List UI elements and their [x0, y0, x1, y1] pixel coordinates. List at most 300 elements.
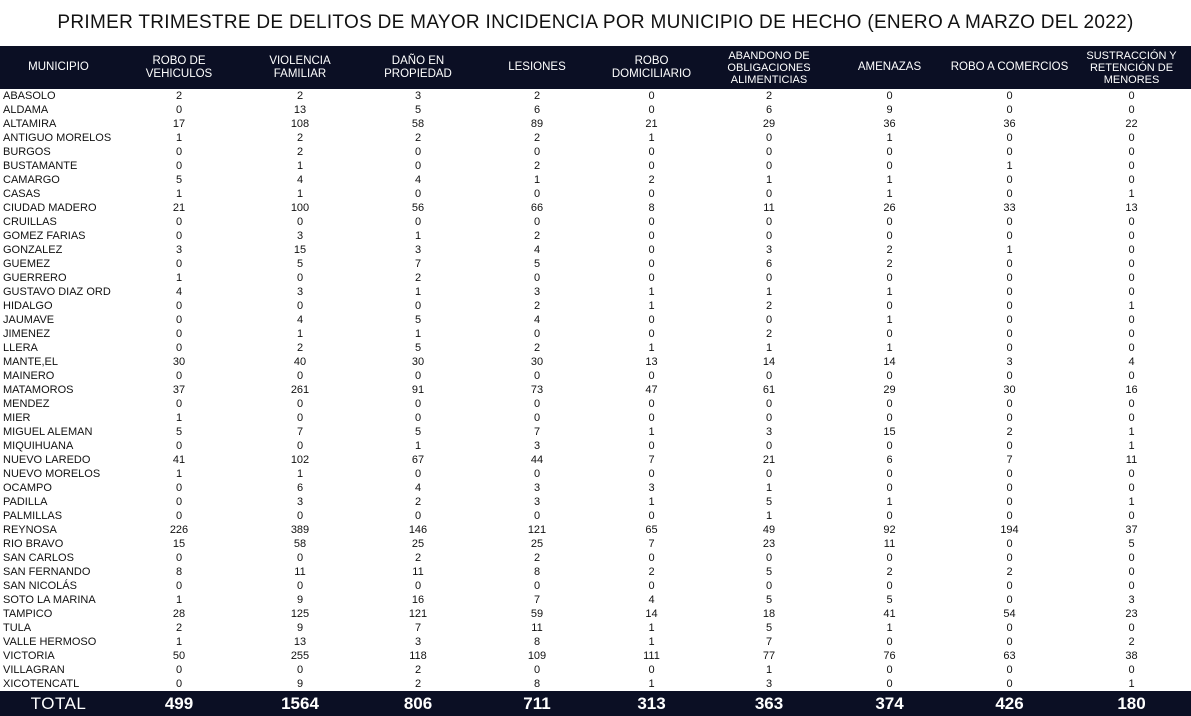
value-cell: 2 [533, 552, 541, 564]
value-cell: 0 [886, 300, 893, 312]
value-cell: 5 [765, 566, 773, 578]
value-cell: 6 [886, 454, 893, 466]
value-cell: 0 [886, 160, 893, 172]
value-cell: 54 [1003, 608, 1016, 620]
value-cell: 5 [765, 622, 773, 634]
value-cell: 0 [765, 580, 773, 592]
municipio-cell: HIDALGO [3, 300, 53, 312]
value-cell: 0 [1006, 468, 1013, 480]
municipio-cell: MATAMOROS [3, 384, 74, 396]
value-cell: 0 [533, 370, 541, 382]
value-cell: 58 [411, 118, 425, 130]
value-cell: 0 [1128, 272, 1135, 284]
value-cell: 0 [886, 552, 893, 564]
value-cell: 0 [533, 580, 541, 592]
value-cell: 255 [290, 650, 310, 662]
value-cell: 41 [883, 608, 896, 620]
value-cell: 0 [1006, 132, 1013, 144]
value-cell: 1 [296, 328, 304, 340]
table-row [0, 649, 1191, 663]
value-cell: 125 [290, 608, 310, 620]
municipio-cell: TULA [3, 622, 32, 634]
value-cell: 2 [533, 300, 541, 312]
value-cell: 3 [296, 286, 304, 298]
value-cell: 7 [648, 538, 655, 550]
table-row [0, 383, 1191, 397]
value-cell: 58 [293, 538, 307, 550]
municipio-cell: REYNOSA [3, 524, 57, 536]
value-cell: 3 [414, 90, 422, 102]
value-cell: 0 [886, 580, 893, 592]
municipio-cell: PALMILLAS [3, 510, 63, 522]
value-cell: 37 [172, 384, 186, 396]
value-cell: 1 [414, 328, 422, 340]
value-cell: 50 [172, 650, 186, 662]
value-cell: 5 [886, 594, 893, 606]
value-cell: 92 [883, 524, 896, 536]
value-cell: 0 [1128, 314, 1135, 326]
table-row [0, 103, 1191, 117]
table-row [0, 593, 1191, 607]
value-cell: 0 [886, 90, 893, 102]
value-cell: 3 [533, 286, 541, 298]
value-cell: 5 [414, 314, 422, 326]
value-cell: 0 [648, 314, 655, 326]
value-cell: 0 [1128, 216, 1135, 228]
value-cell: 3 [533, 496, 541, 508]
value-cell: 15 [293, 244, 307, 256]
value-cell: 0 [765, 272, 773, 284]
value-cell: 0 [765, 552, 773, 564]
municipio-cell: MIGUEL ALEMAN [3, 426, 93, 438]
value-cell: 1 [1128, 300, 1135, 312]
value-cell: 0 [886, 482, 893, 494]
value-cell: 30 [1003, 384, 1016, 396]
col-header-municipio: MUNICIPIO [0, 46, 117, 89]
value-cell: 2 [886, 258, 893, 270]
value-cell: 5 [765, 496, 773, 508]
value-cell: 0 [886, 328, 893, 340]
value-cell: 1 [765, 174, 773, 186]
value-cell: 5 [175, 426, 183, 438]
value-cell: 1 [648, 132, 655, 144]
value-cell: 0 [648, 230, 655, 242]
value-cell: 0 [296, 412, 304, 424]
value-cell: 0 [1006, 398, 1013, 410]
table-row [0, 551, 1191, 565]
value-cell: 36 [883, 118, 896, 130]
value-cell: 1 [765, 286, 773, 298]
value-cell: 2 [414, 678, 422, 690]
value-cell: 4 [414, 174, 422, 186]
municipio-cell: BURGOS [3, 146, 51, 158]
value-cell: 0 [414, 510, 422, 522]
value-cell: 8 [648, 202, 655, 214]
municipio-cell: TAMPICO [3, 608, 53, 620]
value-cell: 15 [883, 426, 896, 438]
value-cell: 1 [648, 636, 655, 648]
value-cell: 0 [1006, 90, 1013, 102]
value-cell: 8 [533, 678, 541, 690]
value-cell: 0 [533, 468, 541, 480]
value-cell: 0 [175, 398, 183, 410]
value-cell: 0 [648, 146, 655, 158]
value-cell: 0 [533, 328, 541, 340]
value-cell: 0 [1006, 580, 1013, 592]
value-cell: 109 [527, 650, 547, 662]
value-cell: 2 [414, 664, 422, 676]
table-row [0, 523, 1191, 537]
municipio-cell: MAINERO [3, 370, 55, 382]
municipio-cell: ALTAMIRA [3, 118, 57, 130]
value-cell: 2 [1006, 566, 1013, 578]
table-row [0, 635, 1191, 649]
table-row [0, 243, 1191, 257]
col-header-abandono-obligaciones: ABANDONO DE OBLIGACIONES ALIMENTICIAS [706, 46, 832, 89]
value-cell: 3 [648, 482, 655, 494]
value-cell: 0 [1006, 664, 1013, 676]
value-cell: 3 [296, 230, 304, 242]
value-cell: 1 [648, 342, 655, 354]
value-cell: 5 [765, 594, 773, 606]
value-cell: 11 [294, 566, 306, 578]
value-cell: 102 [290, 454, 310, 466]
value-cell: 0 [648, 328, 655, 340]
total-cell: 711 [477, 691, 597, 716]
value-cell: 3 [533, 440, 541, 452]
value-cell: 1 [648, 496, 655, 508]
total-row [0, 691, 1191, 716]
value-cell: 0 [1128, 622, 1135, 634]
value-cell: 5 [296, 258, 304, 270]
value-cell: 0 [765, 412, 773, 424]
table-row [0, 621, 1191, 635]
municipio-cell: SAN FERNANDO [3, 566, 91, 578]
value-cell: 4 [414, 482, 422, 494]
value-cell: 194 [1000, 524, 1019, 536]
total-cell: 806 [359, 691, 477, 716]
municipio-cell: OCAMPO [3, 482, 52, 494]
value-cell: 30 [172, 356, 186, 368]
value-cell: 0 [886, 370, 893, 382]
value-cell: 25 [411, 538, 425, 550]
value-cell: 89 [530, 118, 544, 130]
value-cell: 1 [765, 342, 773, 354]
value-cell: 15 [172, 538, 186, 550]
value-cell: 1 [414, 286, 422, 298]
value-cell: 2 [1128, 636, 1135, 648]
value-cell: 3 [175, 244, 183, 256]
value-cell: 2 [175, 622, 183, 634]
value-cell: 18 [762, 608, 776, 620]
municipio-cell: LLERA [3, 342, 38, 354]
value-cell: 0 [175, 230, 183, 242]
value-cell: 47 [645, 384, 658, 396]
value-cell: 7 [765, 636, 773, 648]
value-cell: 14 [883, 356, 896, 368]
value-cell: 0 [1006, 272, 1013, 284]
value-cell: 1 [648, 286, 655, 298]
value-cell: 0 [1128, 160, 1135, 172]
municipio-cell: ALDAMA [3, 104, 49, 116]
value-cell: 1 [886, 622, 893, 634]
value-cell: 0 [175, 342, 183, 354]
value-cell: 0 [414, 300, 422, 312]
value-cell: 2 [296, 146, 304, 158]
value-cell: 9 [886, 104, 893, 116]
value-cell: 6 [765, 258, 773, 270]
table-body [0, 89, 1191, 691]
municipio-cell: MIER [3, 412, 31, 424]
value-cell: 0 [414, 398, 422, 410]
value-cell: 1 [1006, 160, 1013, 172]
value-cell: 5 [533, 258, 541, 270]
value-cell: 25 [530, 538, 544, 550]
value-cell: 0 [1006, 216, 1013, 228]
value-cell: 0 [1128, 664, 1135, 676]
value-cell: 1 [886, 314, 893, 326]
municipio-cell: MANTE,EL [3, 356, 59, 368]
value-cell: 21 [762, 454, 776, 466]
value-cell: 0 [1128, 244, 1135, 256]
value-cell: 0 [1006, 412, 1013, 424]
value-cell: 1 [1128, 440, 1135, 452]
value-cell: 0 [886, 398, 893, 410]
municipio-cell: MENDEZ [3, 398, 50, 410]
value-cell: 0 [296, 272, 304, 284]
total-cell: 1564 [241, 691, 359, 716]
value-cell: 0 [765, 440, 773, 452]
value-cell: 3 [414, 244, 422, 256]
value-cell: 0 [175, 160, 183, 172]
municipio-cell: CASAS [3, 188, 41, 200]
value-cell: 108 [290, 118, 310, 130]
total-cell: 426 [947, 691, 1072, 716]
value-cell: 0 [175, 440, 183, 452]
value-cell: 226 [169, 524, 189, 536]
table-footer [0, 691, 1191, 716]
value-cell: 13 [293, 104, 307, 116]
value-cell: 16 [411, 594, 425, 606]
value-cell: 4 [533, 314, 541, 326]
value-cell: 13 [293, 636, 307, 648]
value-cell: 2 [533, 90, 541, 102]
municipio-cell: PADILLA [3, 496, 48, 508]
value-cell: 0 [175, 664, 183, 676]
value-cell: 1 [765, 510, 773, 522]
value-cell: 8 [533, 636, 541, 648]
value-cell: 0 [175, 580, 183, 592]
table-row [0, 425, 1191, 439]
municipio-cell: CIUDAD MADERO [3, 202, 97, 214]
value-cell: 0 [175, 314, 183, 326]
table-row [0, 663, 1191, 677]
value-cell: 0 [175, 510, 183, 522]
value-cell: 1 [648, 300, 655, 312]
value-cell: 11 [1125, 454, 1138, 466]
value-cell: 38 [1125, 650, 1138, 662]
total-cell: 363 [706, 691, 832, 716]
value-cell: 1 [1128, 426, 1135, 438]
value-cell: 0 [1128, 132, 1135, 144]
value-cell: 0 [1006, 286, 1013, 298]
value-cell: 0 [1128, 510, 1135, 522]
value-cell: 0 [648, 160, 655, 172]
value-cell: 14 [645, 608, 658, 620]
value-cell: 11 [883, 538, 896, 550]
table-row [0, 439, 1191, 453]
value-cell: 5 [175, 174, 183, 186]
value-cell: 11 [531, 622, 543, 634]
value-cell: 0 [175, 300, 183, 312]
value-cell: 0 [1006, 314, 1013, 326]
value-cell: 0 [1006, 174, 1013, 186]
value-cell: 118 [409, 650, 427, 662]
value-cell: 3 [1128, 594, 1135, 606]
value-cell: 0 [1006, 636, 1013, 648]
value-cell: 0 [533, 412, 541, 424]
value-cell: 1 [414, 440, 422, 452]
value-cell: 11 [412, 566, 424, 578]
value-cell: 0 [1128, 566, 1135, 578]
value-cell: 0 [648, 468, 655, 480]
value-cell: 0 [1006, 510, 1013, 522]
value-cell: 0 [296, 370, 304, 382]
value-cell: 9 [296, 594, 304, 606]
value-cell: 1 [648, 426, 655, 438]
total-cell: 313 [597, 691, 706, 716]
value-cell: 0 [648, 412, 655, 424]
municipio-cell: XICOTENCATL [3, 678, 80, 690]
table-row [0, 201, 1191, 215]
value-cell: 6 [533, 104, 541, 116]
value-cell: 4 [648, 594, 655, 606]
municipio-cell: RIO BRAVO [3, 538, 64, 550]
value-cell: 0 [648, 440, 655, 452]
value-cell: 0 [533, 664, 541, 676]
value-cell: 7 [414, 258, 422, 270]
value-cell: 1 [533, 174, 541, 186]
table-row [0, 313, 1191, 327]
value-cell: 0 [1128, 90, 1135, 102]
value-cell: 111 [643, 650, 660, 662]
value-cell: 65 [645, 524, 658, 536]
value-cell: 59 [530, 608, 544, 620]
value-cell: 5 [414, 426, 422, 438]
table-row [0, 397, 1191, 411]
value-cell: 0 [1006, 188, 1013, 200]
value-cell: 1 [296, 468, 304, 480]
value-cell: 7 [533, 594, 541, 606]
value-cell: 29 [762, 118, 776, 130]
value-cell: 0 [1006, 370, 1013, 382]
value-cell: 61 [762, 384, 776, 396]
value-cell: 49 [762, 524, 776, 536]
value-cell: 2 [1006, 426, 1013, 438]
col-header-dano-propiedad: DAÑO EN PROPIEDAD [359, 46, 477, 89]
value-cell: 0 [296, 398, 304, 410]
value-cell: 23 [1125, 608, 1138, 620]
table-header [0, 46, 1191, 89]
value-cell: 0 [533, 188, 541, 200]
value-cell: 0 [414, 188, 422, 200]
value-cell: 0 [886, 678, 893, 690]
table-row [0, 131, 1191, 145]
value-cell: 2 [414, 552, 422, 564]
value-cell: 76 [883, 650, 896, 662]
value-cell: 0 [648, 216, 655, 228]
total-cell: 180 [1072, 691, 1191, 716]
value-cell: 0 [175, 678, 183, 690]
value-cell: 2 [765, 300, 773, 312]
municipio-cell: ABASOLO [3, 90, 56, 102]
value-cell: 0 [765, 230, 773, 242]
value-cell: 0 [414, 580, 422, 592]
value-cell: 0 [648, 272, 655, 284]
value-cell: 0 [648, 258, 655, 270]
municipio-cell: GUSTAVO DIAZ ORD [3, 286, 111, 298]
value-cell: 5 [1128, 538, 1135, 550]
value-cell: 5 [414, 104, 422, 116]
value-cell: 0 [886, 230, 893, 242]
value-cell: 0 [414, 468, 422, 480]
value-cell: 14 [762, 356, 776, 368]
value-cell: 0 [175, 370, 183, 382]
value-cell: 0 [296, 300, 304, 312]
value-cell: 6 [296, 482, 304, 494]
value-cell: 0 [296, 440, 304, 452]
municipio-cell: NUEVO MORELOS [3, 468, 101, 480]
value-cell: 0 [296, 510, 304, 522]
value-cell: 0 [886, 510, 893, 522]
value-cell: 44 [530, 454, 544, 466]
value-cell: 0 [648, 552, 655, 564]
value-cell: 0 [414, 412, 422, 424]
value-cell: 1 [648, 622, 655, 634]
value-cell: 0 [1128, 174, 1135, 186]
value-cell: 121 [408, 608, 428, 620]
value-cell: 146 [408, 524, 428, 536]
table-row [0, 537, 1191, 551]
value-cell: 0 [296, 664, 304, 676]
table-row [0, 187, 1191, 201]
crime-table [0, 46, 1191, 716]
value-cell: 0 [1128, 398, 1135, 410]
value-cell: 7 [533, 426, 541, 438]
value-cell: 4 [533, 244, 541, 256]
value-cell: 3 [765, 426, 773, 438]
value-cell: 0 [1128, 342, 1135, 354]
value-cell: 4 [296, 314, 304, 326]
value-cell: 0 [886, 440, 893, 452]
value-cell: 0 [175, 328, 183, 340]
value-cell: 0 [175, 146, 183, 158]
value-cell: 0 [1006, 230, 1013, 242]
value-cell: 1 [886, 496, 893, 508]
table-row [0, 453, 1191, 467]
value-cell: 0 [1128, 370, 1135, 382]
value-cell: 1 [175, 594, 183, 606]
value-cell: 1 [886, 132, 893, 144]
value-cell: 2 [296, 342, 304, 354]
col-header-robo-comercios: ROBO A COMERCIOS [947, 46, 1072, 89]
table-row [0, 299, 1191, 313]
value-cell: 0 [1006, 538, 1013, 550]
table-row [0, 565, 1191, 579]
value-cell: 56 [411, 202, 425, 214]
value-cell: 26 [883, 202, 896, 214]
value-cell: 30 [530, 356, 544, 368]
